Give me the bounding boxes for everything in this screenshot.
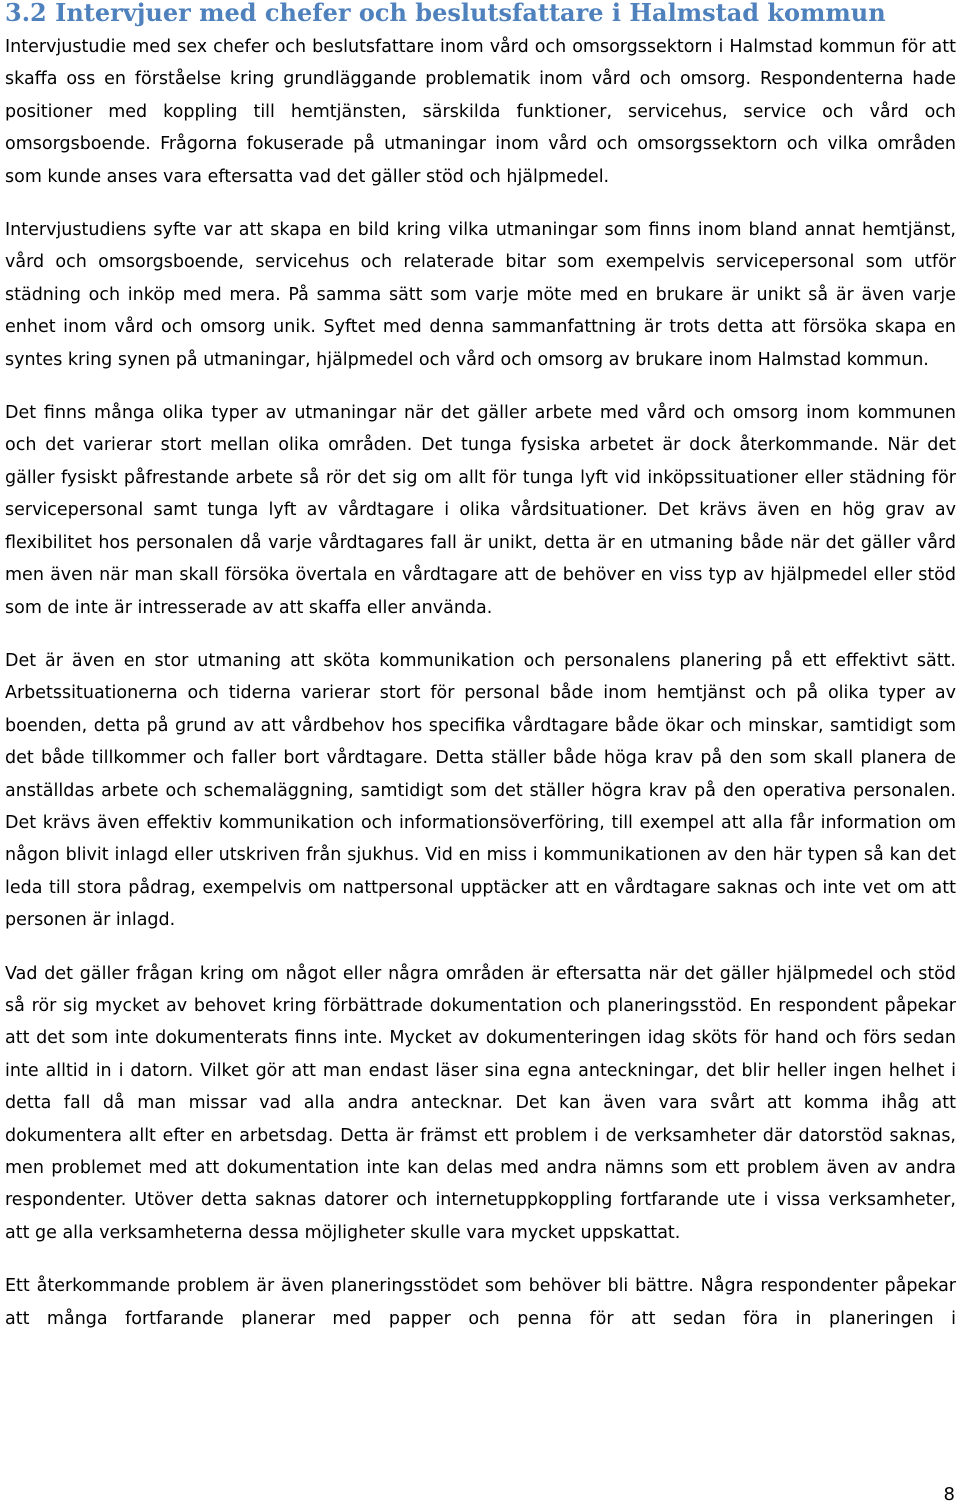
section-heading: 3.2 Intervjuer med chefer och beslutsfattare i Halmstad kommun [5,0,886,27]
paragraph: Det är även en stor utmaning att sköta kommunikation och personalens planering på ett effektivt sätt. Arbetssituationerna och tiderna varierar stort för personal både inom hemtjänst och på olika typer av boenden, detta på grund av att vårdbehov hos specifika vårdtagare både ökar och minskar, samtidigt som det både tillkommer och faller bort vårdtagare. Detta ställer både höga krav på den som skall planera de anställdas arbete och schemaläggning, samtidigt som det ställer högra krav på den operativa personalen. Det krävs även effektiv kommunikation och informationsöverföring, till exempel att alla får information om någon blivit inlagd eller utskriven från sjukhus. Vid en miss i kommunikationen av den här typen så kan det leda till stora pådrag, exempelvis om nattpersonal upptäcker att en vårdtagare saknas och inte vet om att personen är inlagd. [5,650,956,931]
page-number: 8 [943,1484,955,1505]
paragraph: Vad det gäller frågan kring om något eller några områden är eftersatta när det gäller hjälpmedel och stöd så rör sig mycket av behovet kring förbättrade dokumentation och planeringsstöd. En respondent påpekar att det som inte dokumenterats finns inte. Mycket av dokumenteringen idag sköts för hand och förs sedan inte alltid in i datorn. Vilket gör att man endast läser sina egna anteckningar, det blir heller ingen helhet i detta fall då man missar vad alla andra antecknar. Det kan även vara svårt att komma ihåg att dokumentera allt efter en arbetsdag. Detta är främst ett problem i de verksamheter där datorstöd saknas, men problemet med att dokumentation inte kan delas med andra nämns som ett problem även av andra respondenter. Utöver detta saknas datorer och internetuppkoppling fortfarande ute i vissa verksamheter, att ge alla verksamheterna dessa möjligheter skulle vara mycket uppskattat. [5,963,956,1243]
paragraph: Intervjustudiens syfte var att skapa en bild kring vilka utmaningar som finns inom bland annat hemtjänst, vård och omsorgsboende, servicehus och relaterade bitar som exempelvis servicepersonal som utför städning och inköp med mera. På samma sätt som varje möte med en brukare är unikt så är även varje enhet inom vård och omsorg unik. Syftet med denna sammanfattning är trots detta att försöka skapa en syntes kring synen på utmaningar, hjälpmedel och vård och omsorg av brukare inom Halmstad kommun. [5,220,956,370]
paragraph: Ett återkommande problem är även planeringsstödet som behöver bli bättre. Några respondenter påpekar att många fortfarande planerar med papper och penna för att sedan föra in planeringen i [5,1276,956,1329]
body-text [5,31,956,1335]
paragraph: Intervjustudie med sex chefer och beslutsfattare inom vård och omsorgssektorn i Halmstad kommun för att skaffa oss en förståelse kring grundläggande problematik inom vård och omsorg. Respondenterna hade positioner med koppling till hemtjänsten, särskilda funktioner, servicehus, service och vård och omsorgsboende. Frågorna fokuserade på utmaningar inom vård och omsorgssektorn och vilka områden som kunde anses vara eftersatta vad det gäller stöd och hjälpmedel. [5,37,956,187]
paragraph: Det finns många olika typer av utmaningar när det gäller arbete med vård och omsorg inom kommunen och det varierar stort mellan olika områden. Det tunga fysiska arbetet är dock återkommande. När det gäller fysiskt påfrestande arbete så rör det sig om allt för tunga lyft vid inköpssituationer eller städning för servicepersonal samt tunga lyft av vårdtagare i olika vårdsituationer. Det krävs även en hög grav av flexibilitet hos personalen då varje vårdtagares fall är unikt, detta är en utmaning både när det gäller vård men även när man skall försöka övertala en vårdtagare att de behöver en viss typ av hjälpmedel eller stöd som de inte är intresserade av att skaffa eller använda. [5,403,956,618]
